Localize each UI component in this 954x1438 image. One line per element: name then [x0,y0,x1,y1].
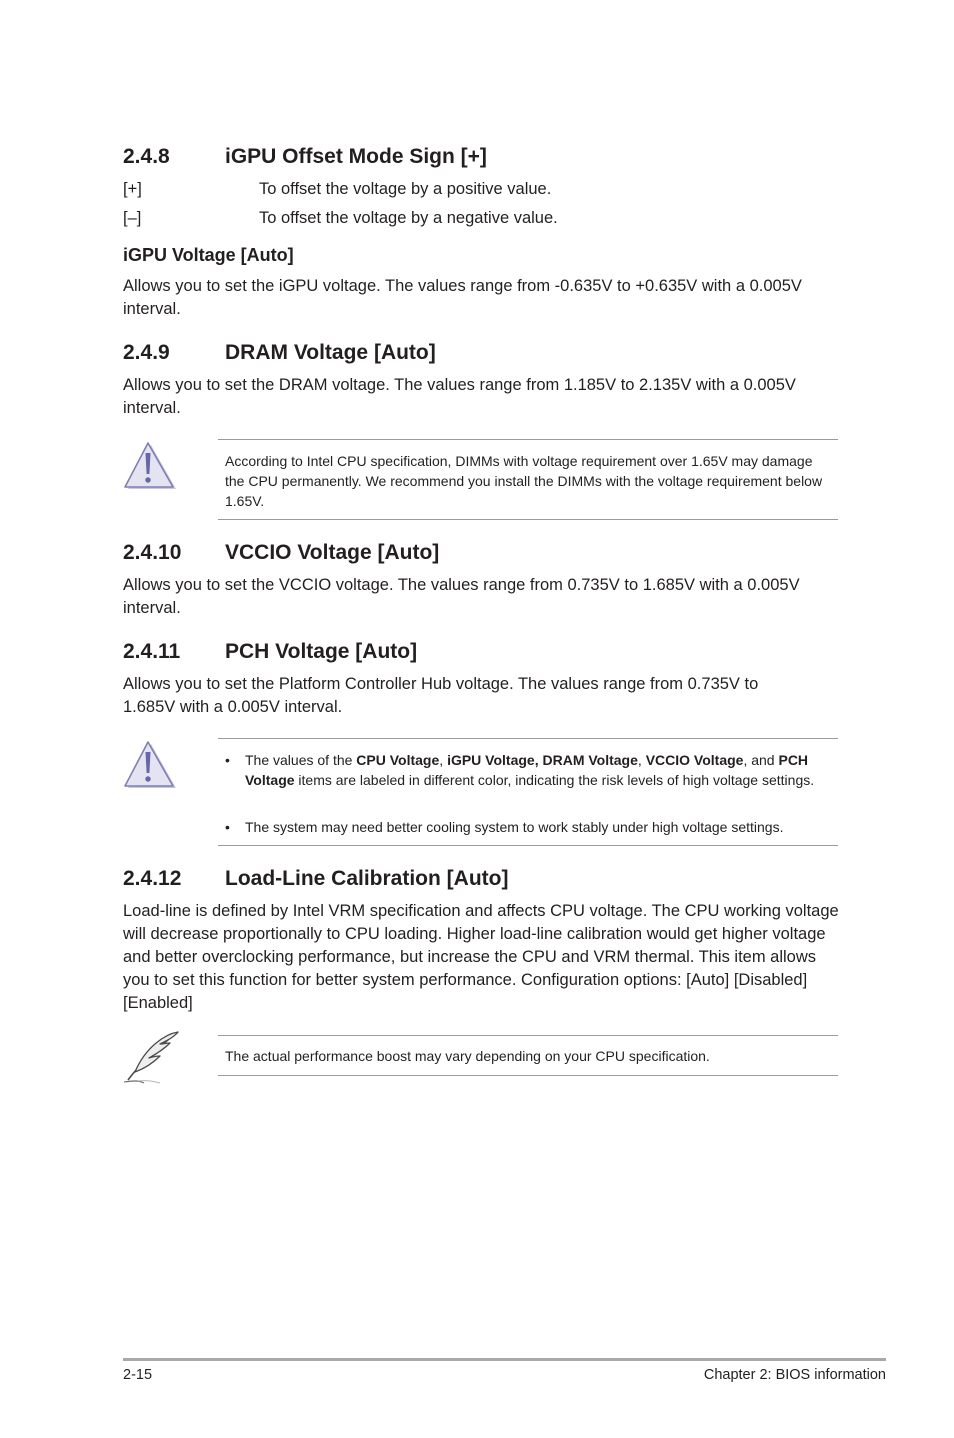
load-line-text: Load-line is defined by Intel VRM specification and affects CPU voltage. The CPU working voltage will decrease proportionally to CPU loading. Higher load-line calibration would get higher voltage and better overclocking performance, but increase the CPU and VRM thermal. This item allows you to set this function for better system performance. Configuration options: [Auto] [Disabled] [Enabled] [123,902,839,1012]
igpu-dram-voltage-label: iGPU Voltage, DRAM Voltage [447,752,638,768]
section-title: iGPU Offset Mode Sign [+] [225,145,487,168]
cpu-voltage-label: CPU Voltage [356,752,440,768]
pch-voltage-label: PCH Voltage [245,752,809,788]
caution-text: According to Intel CPU specification, DIMMs with voltage requirement over 1.65V may damage the CPU permanently. We recommend you install the DIMMs with the voltage requirement below 1.65V. [225,453,823,509]
section-number: 2.4.8 [123,145,170,168]
footer-page-number: 2-15 [123,1367,153,1383]
note-top-rule [218,1035,838,1036]
footer-rule [123,1358,886,1361]
option-plus-desc: To offset the voltage by a positive value. [259,180,552,198]
section-title: VCCIO Voltage [Auto] [225,541,440,564]
option-minus-key: [–] [123,209,142,227]
dram-voltage-text: Allows you to set the DRAM voltage. The values range from 1.185V to 2.135V with a 0.005V interval. [123,376,796,417]
caution-triangle-icon [122,440,178,492]
pch-voltage-text: Allows you to set the Platform Controller Hub voltage. The values range from 0.735V to 1.685V with a 0.005V interval. [123,675,759,716]
section-title: PCH Voltage [Auto] [225,640,418,663]
section-number: 2.4.12 [123,867,182,890]
section-number: 2.4.9 [123,341,170,364]
section-title: Load-Line Calibration [Auto] [225,867,509,890]
bullet-marker: • [225,819,230,835]
option-minus-desc: To offset the voltage by a negative value. [259,209,558,227]
bullet-text-part: The values of the [245,752,357,768]
note-text: The actual performance boost may vary depending on your CPU specification. [225,1048,710,1064]
bullet-text-part: , and [743,752,779,768]
bullet-text [245,750,840,790]
section-title: DRAM Voltage [Auto] [225,341,436,364]
vccio-voltage-label: VCCIO Voltage [645,752,744,768]
vccio-voltage-text: Allows you to set the VCCIO voltage. The values range from 0.735V to 1.685V with a 0.005V interval. [123,576,800,617]
caution-top-rule [218,439,838,440]
bullet-text-part: , [439,752,448,768]
caution-triangle-icon [122,739,178,791]
section-number: 2.4.11 [123,640,181,663]
caution-bottom-rule [218,519,838,520]
bullet-text-part: items are labeled in different color, indicating the risk levels of high voltage settings. [294,772,815,788]
footer-chapter-title: Chapter 2: BIOS information [703,1367,886,1383]
note-bottom-rule [218,1075,838,1076]
igpu-voltage-text: Allows you to set the iGPU voltage. The values range from -0.635V to +0.635V with a 0.005V interval. [123,277,802,318]
caution-bottom-rule [218,845,838,846]
caution-bullet-2 [225,817,840,839]
bullet-text: The system may need better cooling system to work stably under high voltage settings. [245,819,784,835]
bullet-text-part: , [637,752,646,768]
caution-bullet-1 [225,750,840,812]
section-number: 2.4.10 [123,541,182,564]
note-feather-icon [120,1028,182,1086]
caution-top-rule [218,738,838,739]
igpu-voltage-heading: iGPU Voltage [Auto] [123,245,294,265]
option-plus-key: [+] [123,180,142,198]
bullet-marker: • [225,752,230,768]
